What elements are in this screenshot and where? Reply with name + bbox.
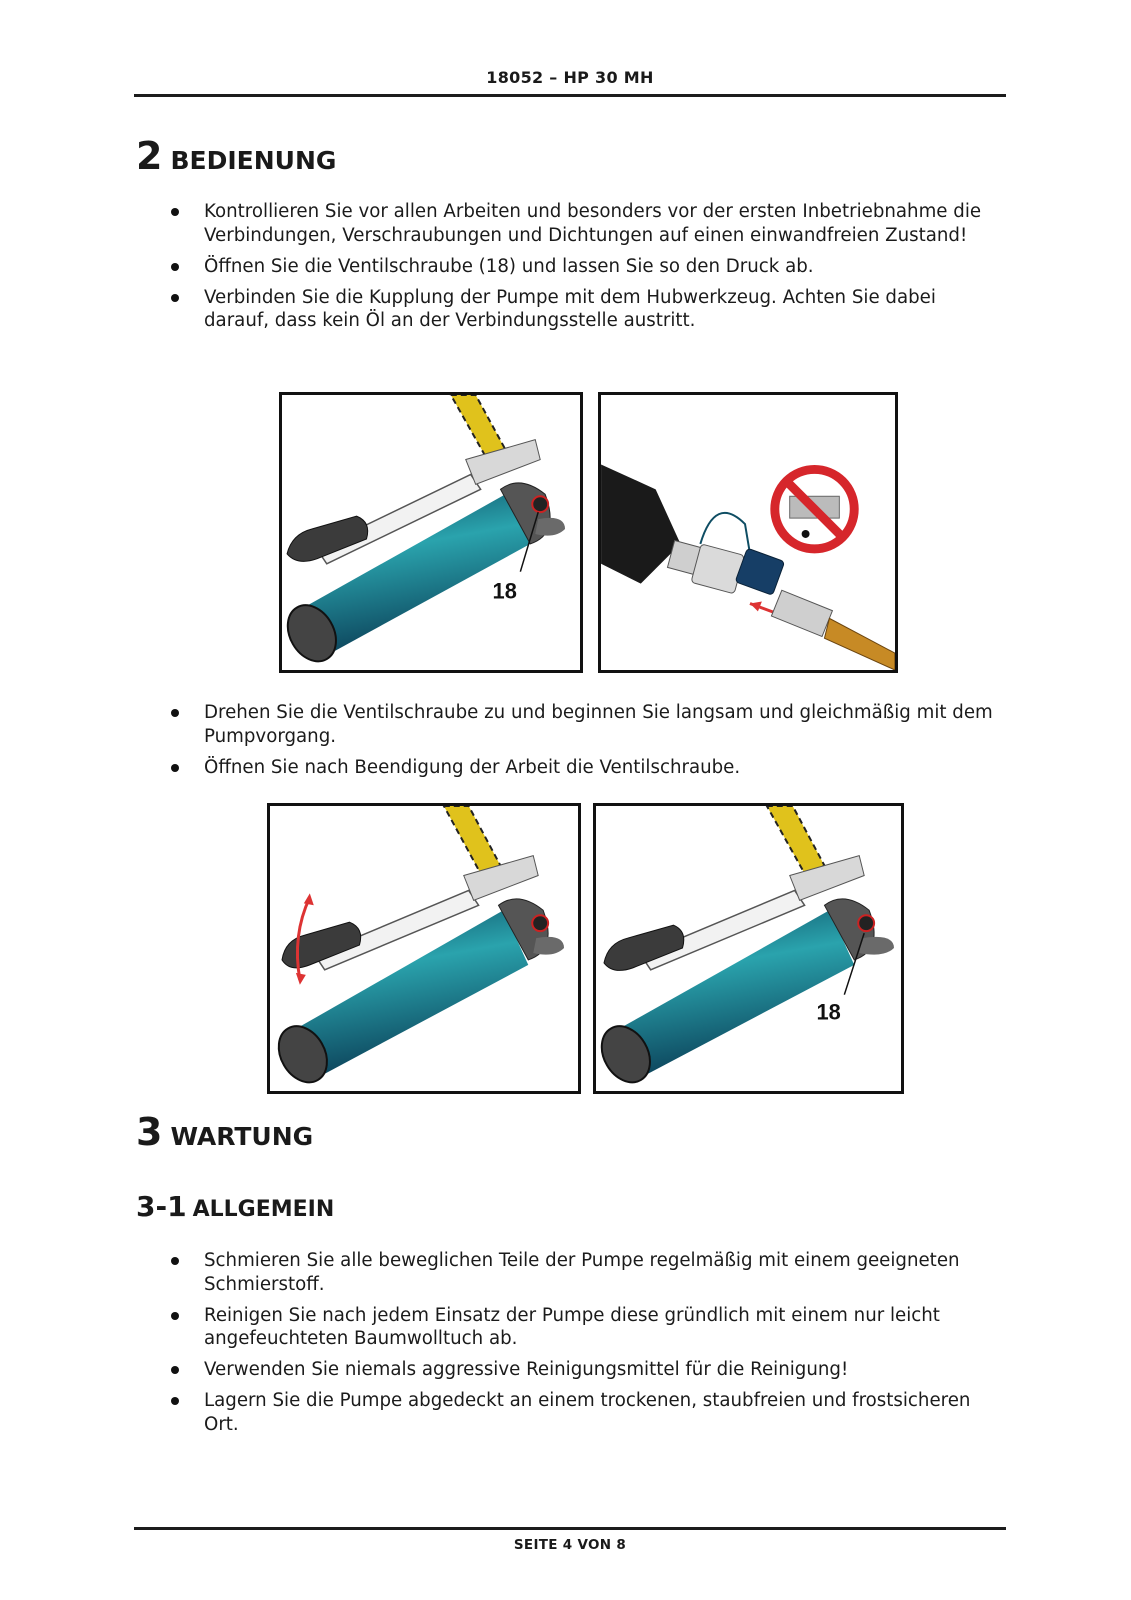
bedienung-list-1 xyxy=(160,200,1000,340)
section-title: BEDIENUNG xyxy=(170,146,337,175)
list-item xyxy=(160,1249,1000,1296)
grip-icon xyxy=(287,516,368,561)
valve-screw-icon xyxy=(858,915,874,931)
list-item xyxy=(160,255,1000,279)
page-number: SEITE 4 VON 8 xyxy=(513,1537,627,1553)
hose-icon xyxy=(451,395,506,457)
coupling-plug xyxy=(771,590,832,636)
section-number: 2 xyxy=(136,134,163,178)
wartung-list xyxy=(160,1249,1000,1444)
bullet-icon xyxy=(171,1366,179,1374)
bullet-icon xyxy=(171,1397,179,1405)
subsection-title: ALLGEMEIN xyxy=(192,1197,335,1222)
list-item-text: Verbinden Sie die Kupplung der Pumpe mit dem Hubwerkzeug. Achten Sie dabei darauf, dass kein Öl an der Verbindungsstelle austritt. xyxy=(204,286,936,331)
section-heading-wartung xyxy=(136,1110,313,1154)
bullet-icon xyxy=(171,1257,179,1265)
figure-pump-valve-screw xyxy=(279,392,583,673)
bullet-icon xyxy=(171,263,179,271)
list-item xyxy=(160,200,1000,247)
foot-plate xyxy=(533,937,564,955)
coupling-sleeve xyxy=(691,544,744,594)
list-item xyxy=(160,701,1000,748)
bullet-icon xyxy=(171,764,179,772)
list-item-text: Verwenden Sie niemals aggressive Reinigungsmittel für die Reinigung! xyxy=(204,1359,849,1380)
subsection-heading-allgemein xyxy=(136,1190,334,1223)
list-item xyxy=(160,1389,1000,1436)
valve-screw-icon xyxy=(532,915,548,931)
figure-coupling-connection xyxy=(598,392,898,673)
list-item xyxy=(160,1358,1000,1382)
callout-label: 18 xyxy=(492,578,517,604)
list-item-text: Kontrollieren Sie vor allen Arbeiten und besonders vor der ersten Inbetriebnahme die Verbindungen, Verschraubungen und Dichtungen auf einen einwandfreien Zustand! xyxy=(204,201,982,246)
section-title: WARTUNG xyxy=(170,1122,314,1151)
list-item-text: Schmieren Sie alle beweglichen Teile der Pumpe regelmäßig mit einem geeigneten Schmierstoff. xyxy=(204,1250,960,1295)
list-item-text: Drehen Sie die Ventilschraube zu und beginnen Sie langsam und gleichmäßig mit dem Pumpvorgang. xyxy=(204,702,993,747)
hose-spring xyxy=(824,618,894,670)
bullet-icon xyxy=(171,294,179,302)
grip-icon xyxy=(604,925,684,970)
bullet-icon xyxy=(171,709,179,717)
valve-screw-icon xyxy=(532,496,548,512)
bullet-icon xyxy=(171,208,179,216)
pump-illustration xyxy=(270,806,578,1091)
running-header: 18052 – HP 30 MH xyxy=(486,68,654,87)
list-item xyxy=(160,756,1000,780)
header-rule xyxy=(134,94,1006,97)
list-item-text: Lagern Sie die Pumpe abgedeckt an einem trockenen, staubfreien und frostsicheren Ort. xyxy=(204,1390,971,1435)
pump-illustration xyxy=(282,395,580,670)
coupling-illustration xyxy=(601,395,895,670)
list-item-text: Reinigen Sie nach jedem Einsatz der Pumpe diese gründlich mit einem nur leicht angefeuchteten Baumwolltuch ab. xyxy=(204,1304,940,1349)
section-number: 3 xyxy=(136,1110,163,1154)
pump-illustration xyxy=(596,806,901,1091)
list-item-text: Öffnen Sie nach Beendigung der Arbeit die Ventilschraube. xyxy=(204,756,741,778)
hose-icon xyxy=(767,806,825,874)
section-heading-bedienung xyxy=(136,134,336,178)
foot-plate xyxy=(859,937,894,955)
bullet-icon xyxy=(171,1312,179,1320)
callout-label: 18 xyxy=(816,999,841,1025)
bedienung-list-2 xyxy=(160,701,1000,787)
figure-pump-valve-screw-open xyxy=(593,803,904,1094)
subsection-number: 3-1 xyxy=(136,1190,187,1223)
figure-pump-lever-motion xyxy=(267,803,581,1094)
list-item xyxy=(160,1304,1000,1351)
list-item xyxy=(160,286,1000,333)
footer-rule xyxy=(134,1527,1006,1530)
foot-plate xyxy=(535,518,565,536)
hose-icon xyxy=(444,806,501,874)
no-oil-warning-icon xyxy=(775,469,854,548)
list-item-text: Öffnen Sie die Ventilschraube (18) und lassen Sie so den Druck ab. xyxy=(204,255,814,277)
